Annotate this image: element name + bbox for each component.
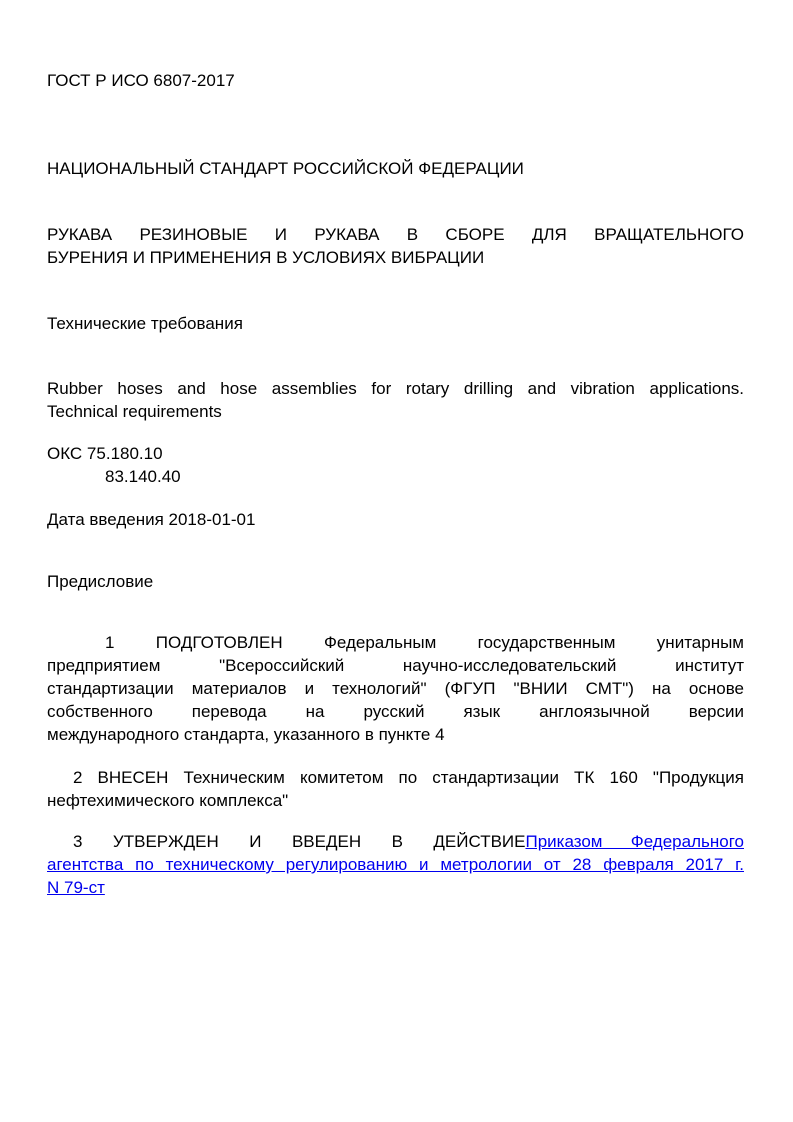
preface-item-2-line-1: 2 ВНЕСЕН Техническим комитетом по стандартизации ТК 160 "Продукция: [73, 768, 744, 787]
order-link-part-3[interactable]: N 79-ст: [47, 878, 105, 897]
title-en-line-1: Rubber hoses and hose assemblies for rotary drilling and vibration applications.: [47, 379, 744, 398]
preface-item-1-line-5: международного стандарта, указанного в пункте 4: [47, 725, 445, 744]
preface-item-3-line-3: [47, 876, 744, 899]
document-code: ГОСТ Р ИСО 6807-2017: [47, 71, 235, 90]
oks-code-2: 83.140.40: [105, 467, 181, 486]
preface-item-1-line-3: стандартизации материалов и технологий" (ФГУП "ВНИИ СМТ") на основе: [47, 679, 744, 698]
title-ru-line-1: РУКАВА РЕЗИНОВЫЕ И РУКАВА В СБОРЕ ДЛЯ ВРАЩАТЕЛЬНОГО: [47, 225, 744, 244]
preface-heading: Предисловие: [47, 572, 154, 591]
preface-item-3-prefix: 3 УТВЕРЖДЕН И ВВЕДЕН В ДЕЙСТВИЕ: [73, 832, 526, 851]
title-ru-line-2: БУРЕНИЯ И ПРИМЕНЕНИЯ В УСЛОВИЯХ ВИБРАЦИИ: [47, 248, 485, 267]
preface-item-3-line-1: [73, 830, 744, 853]
subtitle-ru: Технические требования: [47, 314, 243, 333]
preface-item-1-line-1: 1 ПОДГОТОВЛЕН Федеральным государственным унитарным: [105, 633, 744, 652]
preface-item-1-line-2: предприятием "Всероссийский научно-исследовательский институт: [47, 656, 744, 675]
title-en-line-2: Technical requirements: [47, 402, 222, 421]
standard-type: НАЦИОНАЛЬНЫЙ СТАНДАРТ РОССИЙСКОЙ ФЕДЕРАЦИИ: [47, 159, 524, 178]
preface-item-3-line-2: [47, 853, 744, 876]
oks-code-1: ОКС 75.180.10: [47, 444, 163, 463]
preface-item-1-line-4: собственного перевода на русский язык англоязычной версии: [47, 702, 744, 721]
preface-item-2-line-2: нефтехимического комплекса": [47, 791, 289, 810]
order-link-part-2[interactable]: агентства по техническому регулированию и метрологии от 28 февраля 2017 г.: [47, 855, 744, 874]
date-intro: Дата введения 2018-01-01: [47, 510, 256, 529]
order-link-part-1[interactable]: Приказом Федерального: [525, 832, 744, 851]
